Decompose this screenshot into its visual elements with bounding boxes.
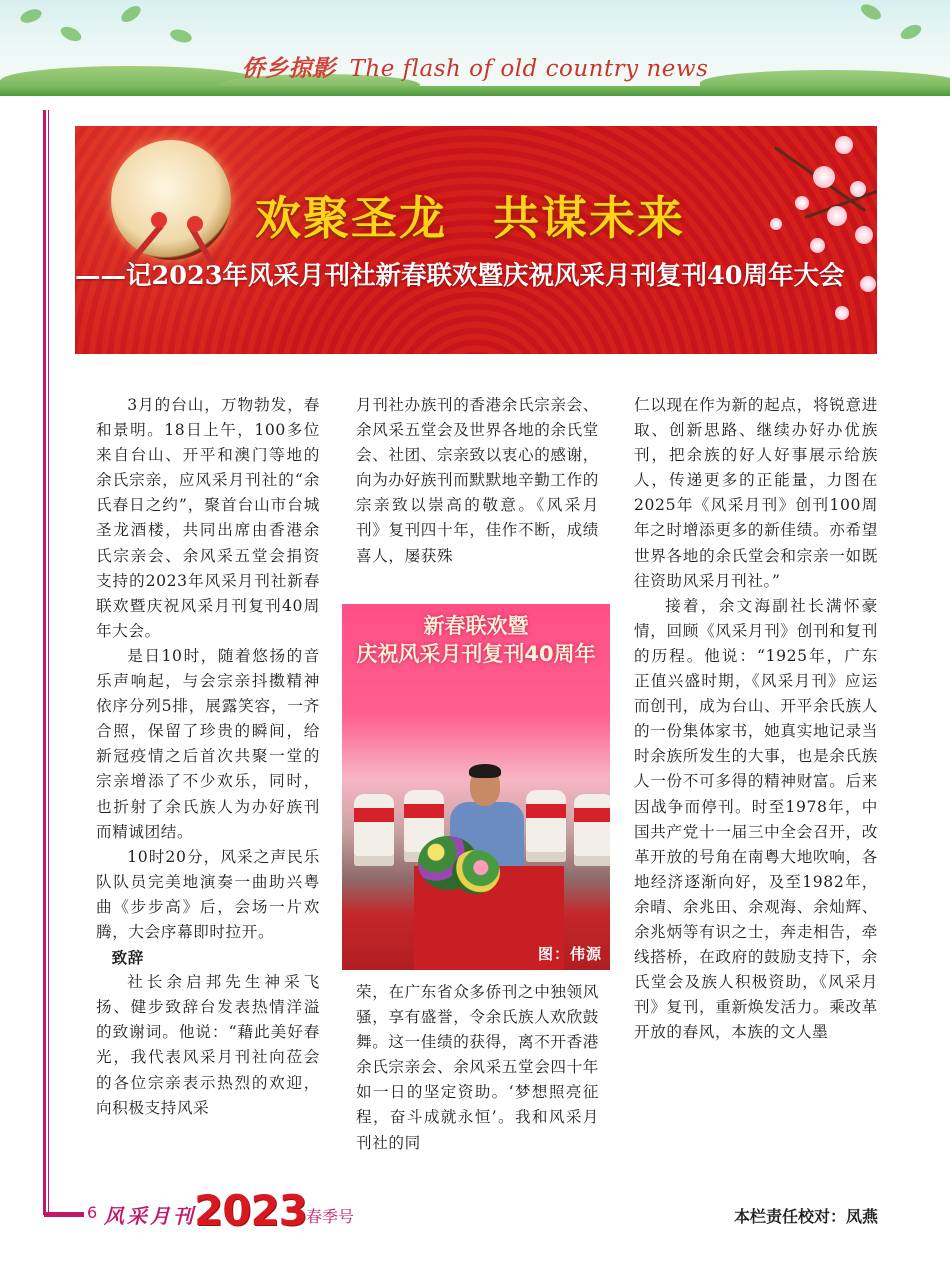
section-title-en: The flash of old country news [349,56,709,82]
blossom-icon [855,226,873,244]
article-column-2-bottom [356,980,599,1156]
leaf-decoration [858,1,883,22]
leaf-decoration [898,22,923,42]
article-paragraph: 接着，余文海副社长满怀豪情，回顾《风采月刊》创刊和复刊的历程。他说：“1925年，广东正值兴盛时期，《风采月刊》应运而创刊，成为台山、开平余氏族人的一份集体家书，她真实地记录当时余族所发生的大事，也是余氏族人一份不可多得的精神财富。后来因战争而停刊。时至1978年，中国共产党十一届三中全会召开，改革开放的号角在南粤大地吹响，各地经济逐渐向好，及至1982年，余晴、余兆田、余观海、余灿辉、余兆炳等有识之士，奔走相告，牵线搭桥，在政府的鼓励支持下，余氏堂会及族人积极资助，《风采月刊》复刊，重新焕发活力。乘改革开放的春风，本族的文人墨 [634,596,878,1042]
photo-screen-line1: 新春联欢暨 [423,614,529,638]
leaf-decoration [119,3,144,25]
flowers [452,850,500,894]
article-paragraph: 仁以现在作为新的起点，将锐意进取、创新思路、继续办好办优族刊，把余族的好人好事展示给族人，传递更多的正能量，力图在2025年《风采月刊》创刊100周年之时增添更多的新佳绩。亦希望世界各地的余氏堂会和宗亲一如既往资助风采月刊社。” [634,396,878,590]
chair [574,794,610,866]
article-paragraph: 荣，在广东省众多侨刊之中独领风骚，享有盛誉，令余氏族人欢欣鼓舞。这一佳绩的获得，离不开香港余氏宗亲会、余风采五堂会四十年如一日的坚定资助。‘梦想照亮征程，奋斗成就永恒’。我和风采月刊社的同 [356,983,599,1152]
article-paragraph: 月刊社办族刊的香港余氏宗亲会、余风采五堂会及世界各地的余氏堂会、社团、宗亲致以衷心的感谢，向为办好族刊而默默地辛勤工作的宗亲致以崇高的敬意。《风采月刊》复刊四十年，佳作不断，成绩喜人，屡获殊 [356,396,599,565]
chair [526,790,566,862]
article-column-3 [634,393,878,1045]
event-photo [342,604,610,970]
banner-title [255,182,685,248]
issue-season: 春季号 [306,1207,355,1226]
article-column-1 [96,393,320,1121]
blossom-icon [770,218,782,230]
blossom-icon [827,206,847,226]
grass-decoration [0,86,950,96]
article-paragraph: 社长余启邦先生神采飞扬、健步致辞台发表热情洋溢的致谢词。他说：“藉此美好春光，我代表风采月刊社向莅会的各位宗亲表示热烈的欢迎，向积极支持风采 [96,973,320,1117]
article-column-2-top [356,393,599,569]
magazine-name: 风采月刊 [104,1204,196,1228]
photo-credit: 图：伟源 [537,945,602,963]
banner-subtitle: ——记2023年风采月刊社新春联欢暨庆祝风采月刊复刊40周年大会 [75,261,845,291]
drum-icon [111,140,231,260]
leaf-decoration [169,27,193,44]
section-title-cn: 侨乡掠影 [241,56,336,82]
page-number: 6 [87,1203,98,1222]
issue-year: 2023 [194,1186,307,1235]
blossom-icon [795,196,809,210]
blossom-icon [810,238,825,253]
drumstick-head-icon [187,216,203,232]
blossom-icon [835,306,849,320]
left-rule-thin [48,110,49,1215]
section-header [0,50,950,83]
article-paragraph: 是日10时，随着悠扬的音乐声响起，与会宗亲抖擞精神依序分列5排，展露笑容，一齐合照，保留了珍贵的瞬间，给新冠疫情之后首次共聚一堂的宗亲增添了不少欢乐，同时，也折射了余氏族人为办好族刊而精诚团结。 [96,646,320,841]
banner-title-part1: 欢聚圣龙 [255,191,447,245]
proofreader-credit: 本栏责任校对：凤燕 [733,1207,878,1226]
blossom-icon [835,136,853,154]
banner-title-part2: 共谋未来 [493,191,685,245]
footer-rule [44,1212,84,1217]
article-paragraph: 3月的台山，万物勃发，春和景明。18日上午，100多位来自台山、开平和澳门等地的余氏宗亲，应风采月刊社的“余氏春日之约”，聚首台山市台城圣龙酒楼，共同出席由香港余氏宗亲会、余风采五堂会捐资支持的2023年风采月刊社新春联欢暨庆祝风采月刊复刊40周年大会。 [96,396,320,640]
speaker-hair [469,764,501,778]
photo-screen-line2: 庆祝风采月刊复刊40周年 [356,642,596,666]
chair [354,794,394,866]
drumstick-head-icon [151,212,167,228]
article-paragraph: 10时20分，风采之声民乐队队员完美地演奏一曲助兴粤曲《步步高》后，会场一片欢腾，大会序幕即时拉开。 [96,847,320,941]
blossom-icon [813,166,835,188]
title-banner [75,126,877,354]
left-rule [43,110,46,1215]
section-subheading: 致辞 [111,948,144,968]
leaf-decoration [19,7,44,26]
blossom-icon [850,181,866,197]
leaf-decoration [58,24,83,44]
